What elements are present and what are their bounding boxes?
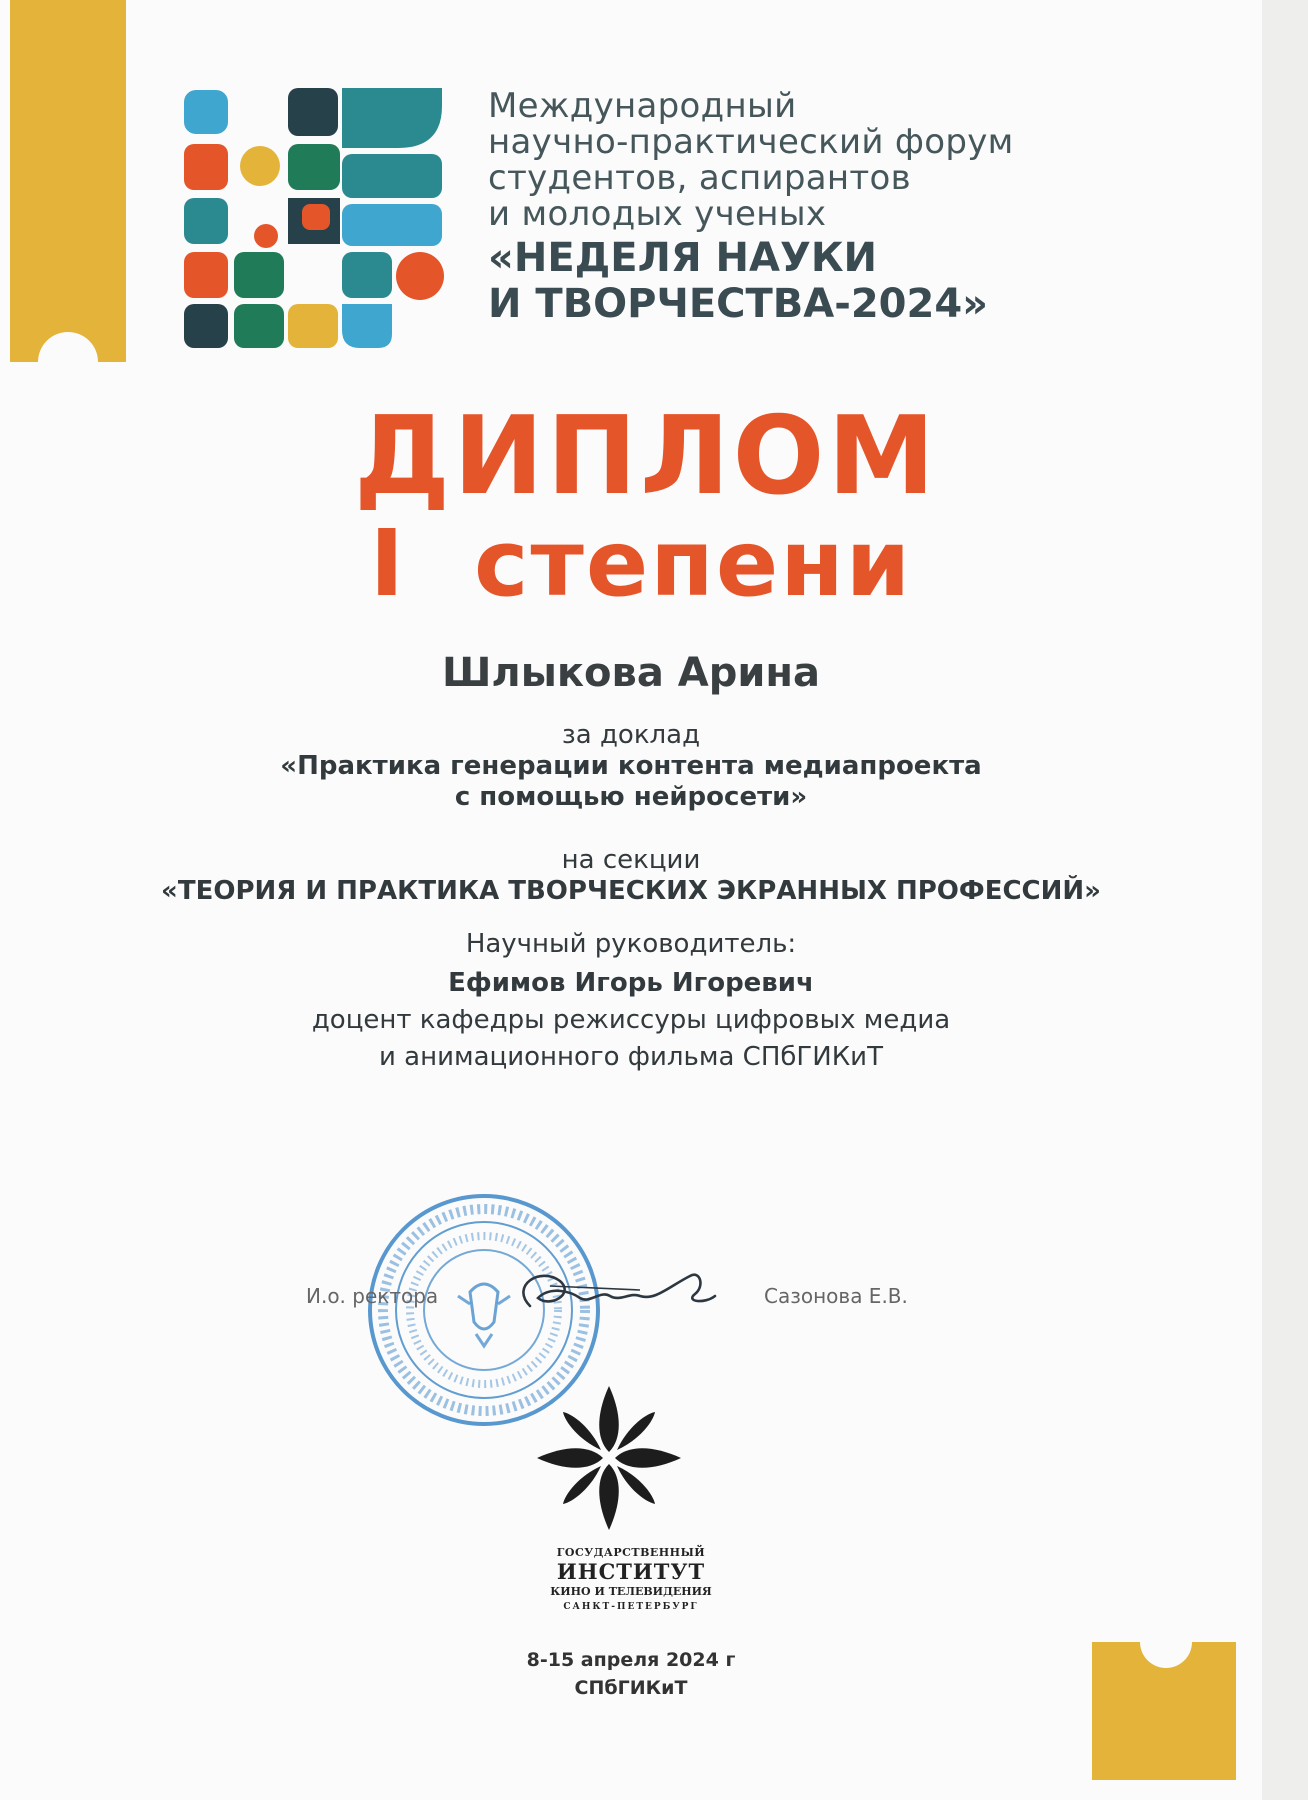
signatory-role: И.о. ректора <box>306 1284 439 1308</box>
supervisor-label: Научный руководитель: <box>465 929 797 959</box>
forum-title-2: И ТВОРЧЕСТВА-2024» <box>488 281 988 327</box>
institute-line-4: САНКТ-ПЕТЕРБУРГ <box>563 1602 699 1612</box>
forum-line-2: научно-практический форум <box>488 122 1014 162</box>
event-place: СПбГИКиТ <box>574 1677 688 1699</box>
section-name: «ТЕОРИЯ И ПРАКТИКА ТВОРЧЕСКИХ ЭКРАННЫХ ПРОФЕССИЙ» <box>161 876 1101 906</box>
event-dates: 8-15 апреля 2024 г <box>526 1649 736 1671</box>
forum-header <box>488 88 1208 330</box>
institute-line-2: ИНСТИТУТ <box>556 1559 706 1584</box>
section-label: на секции <box>561 845 701 875</box>
yellow-ribbon-top <box>10 0 126 362</box>
supervisor-name: Ефимов Игорь Игоревич <box>448 968 814 998</box>
forum-title-1: «НЕДЕЛЯ НАУКИ <box>488 235 877 281</box>
footer <box>0 1646 1262 1702</box>
institute-name <box>0 1546 1262 1612</box>
forum-line-3: студентов, аспирантов <box>488 158 911 198</box>
supervisor-position-line-2: и анимационного фильма СПбГИКиТ <box>379 1042 883 1072</box>
supervisor-position-line-1: доцент кафедры режиссуры цифровых медиа <box>311 1005 951 1035</box>
forum-line-1: Международный <box>488 86 797 126</box>
institute-line-3: КИНО И ТЕЛЕВИДЕНИЯ <box>550 1585 712 1598</box>
forum-logo-icon <box>184 86 444 351</box>
report-title-line-2: с помощью нейросети» <box>454 782 808 812</box>
recipient-name: Шлыкова Арина <box>442 650 820 696</box>
for-label: за доклад <box>561 720 701 750</box>
diploma-degree: I степени <box>369 510 913 617</box>
institute-line-1: ГОСУДАРСТВЕННЫЙ <box>556 1546 706 1559</box>
signature-row <box>0 1284 1262 1324</box>
diploma-body <box>0 648 1262 1073</box>
report-title-line-1: «Практика генерации контента медиапроекта <box>280 751 982 781</box>
scan-edge <box>1262 0 1308 1800</box>
diploma-title: ДИПЛОМ <box>354 394 938 519</box>
signatory-name: Сазонова Е.В. <box>764 1284 908 1308</box>
institute-logo-icon <box>534 1382 684 1534</box>
forum-line-4: и молодых ученых <box>488 194 827 234</box>
diploma-heading <box>0 394 1262 617</box>
